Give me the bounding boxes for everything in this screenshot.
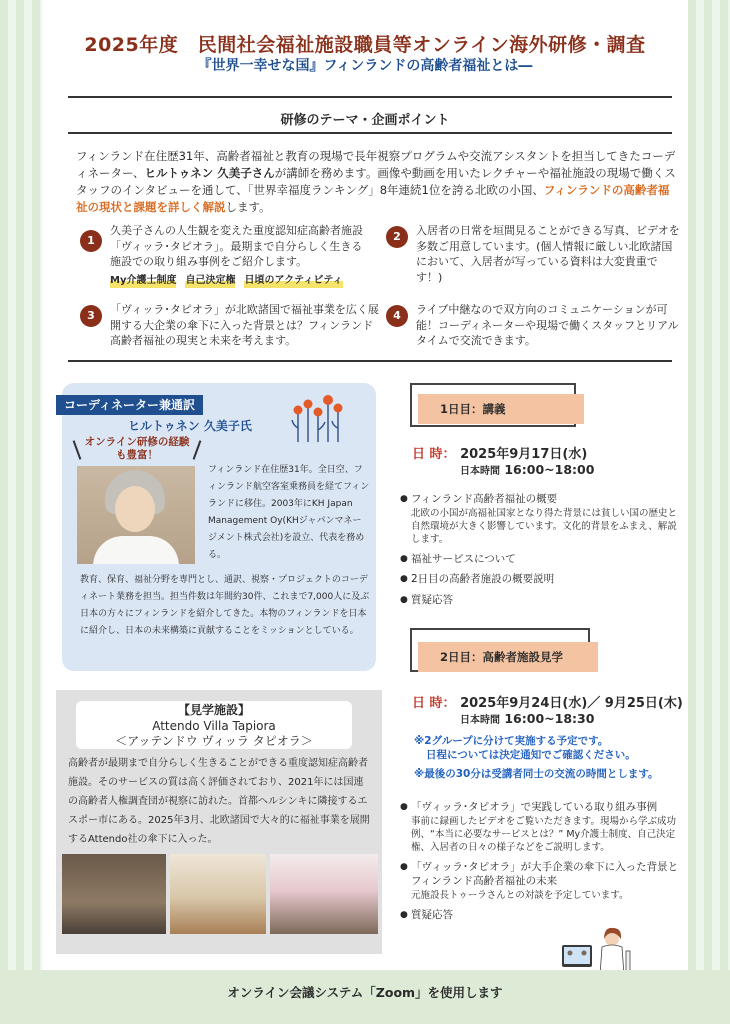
point-3: 「ヴィッラ･タピオラ」が北欧諸国で福祉事業を広く展開する大企業の傘下に入った背景とは？フィンランド高齢者福祉の現実と未来を考えます。 xyxy=(110,303,379,347)
coordinator-note: オンライン研修の経験も豊富！ xyxy=(80,436,194,462)
intro-highlight: フィンランドの高齢者福祉の現状と課題を詳しく解説 xyxy=(76,183,670,214)
divider-points xyxy=(68,360,672,362)
point-number: 4 xyxy=(386,305,408,327)
point-number: 3 xyxy=(80,305,102,327)
intro-text-3: します。 xyxy=(225,200,271,214)
day1-program xyxy=(400,492,682,613)
day2-time xyxy=(460,711,594,726)
tag-list xyxy=(110,272,372,289)
date-label: 日 時： xyxy=(412,696,456,711)
tag-my-caregiver: My介護士制度 xyxy=(110,273,176,289)
flower-illustration xyxy=(290,392,346,444)
coordinator-photo xyxy=(77,466,195,564)
point-2: 入居者の日常を垣間見ることができる写真、ビデオを多数ご用意しています。(個人情報に厳しい北欧諸国において、入居者が写っている資料は大変貴重です！) xyxy=(416,224,680,284)
point-text: 久美子さんの人生観を変えた重度認知症高齢者施設「ヴィッラ･タピオラ」。最期まで自分らしく生きる施設での取り組み事例をご紹介します。 xyxy=(110,224,363,268)
item-title: ● 福祉サービスについて xyxy=(411,552,516,565)
item-detail: 事前に録画したビデオをご覧いただきます。現場から学ぶ成功例、“本当に必要なサービスとは？” My介護士制度、自己決定権、入居者の日々の様子などをご説明します。 xyxy=(411,815,677,853)
coordinator-description: 教育、保育、福祉分野を専門とし、通訳、視察・プロジェクトのコーディネート業務を担当。担当件数は年間約30件、これまで7,000人に及ぶ日本の方々にフィンランドを紹介してきた。本物のフィンランドを日本に紹介し、日本の未来構築に貢献することをミッションとしている。 xyxy=(80,575,370,636)
item-title: ● 質疑応答 xyxy=(411,908,453,921)
item-detail: 北欧の小国が高福祉国家となり得た背景には貧しい国の歴史と自然環境が大きく影響しています。文化的背景をふまえ、解説します。 xyxy=(411,507,678,545)
time-label: 日本時間 xyxy=(460,715,500,726)
item-title: ● 「ヴィッラ･タピオラ」が大手企業の傘下に入った背景とフィンランド高齢者福祉の未来 xyxy=(411,860,679,887)
facility-description: 高齢者が最期まで自分らしく生きることができる重度認知症高齢者施設。そのサービスの質は高く評価されており、2021年には国連の高齢者人権調査団が視察に訪れた。首都ヘルシンキに隣接するエスポー市にある。2025年3月、北欧諸国で大々的に福祉事業を展開するAttendo社の傘下に入った。 xyxy=(68,758,370,845)
time-label: 日本時間 xyxy=(460,466,500,477)
day1-date xyxy=(412,443,587,462)
theme-heading: 研修のテーマ・企画ポイント xyxy=(280,113,450,128)
day2-note-schedule: 日程については決定通知でご確認ください。 xyxy=(426,749,636,761)
facility-name-jp: ＜アッテンドウ ヴィッラ タピオラ＞ xyxy=(115,734,313,748)
list-item xyxy=(400,572,682,587)
list-item xyxy=(400,800,688,854)
page-title: 2025年度 民間社会福祉施設職員等オンライン海外研修・調査 xyxy=(84,34,646,56)
point-1 xyxy=(110,223,372,288)
footer-bar xyxy=(0,970,730,1024)
coordinator-label: コーディネーター兼通訳 xyxy=(56,395,203,415)
time-value: 16:00~18:00 xyxy=(504,462,595,477)
divider-theme xyxy=(68,132,672,134)
day2-heading: 2日目：高齢者施設見学 xyxy=(418,642,598,672)
date-value: 2025年9月17日(水) xyxy=(460,447,588,462)
divider-top xyxy=(68,96,672,98)
list-item xyxy=(400,593,682,608)
intro-text-1: フィンランド在住歴31年、高齢者福祉と教育の現場で長年視察プログラムや交流アシスタントを担当してきたコーディネーター、 xyxy=(76,149,676,180)
item-title: ● 2日目の高齢者施設の概要説明 xyxy=(411,573,555,585)
facility-photo xyxy=(170,854,266,934)
day2-note-exchange: ※最後の30分は受講者同士の交流の時間とします。 xyxy=(414,768,659,780)
page-subtitle: 『世界一幸せな国』フィンランドの高齢者福祉とは― xyxy=(197,58,533,74)
item-title: ● 「ヴィッラ･タピオラ」で実践している取り組み事例 xyxy=(411,801,658,813)
footer-text: オンライン会議システム「Zoom」を使用します xyxy=(227,985,503,1000)
intro-lecturer: ヒルトゥネン 久美子さん xyxy=(144,166,275,180)
point-4: ライブ中継なので双方向のコミュニケーションが可能！コーディネーターや現場で働くスタッフとリアルタイムで交流できます。 xyxy=(416,303,679,347)
day2-date xyxy=(412,692,683,711)
day1-time xyxy=(460,462,594,477)
theme-intro xyxy=(76,148,676,216)
facility-name-en: Attendo Villa Tapiora xyxy=(152,718,276,733)
facility-photo xyxy=(62,854,166,934)
tag-self-determination: 自己決定権 xyxy=(185,273,235,289)
coordinator-name: ヒルトゥネン 久美子氏 xyxy=(128,419,252,433)
tag-daily-activities: 日頃のアクティビティ xyxy=(244,273,342,289)
point-number: 1 xyxy=(80,230,102,252)
time-value: 16:00~18:30 xyxy=(504,711,595,726)
list-item xyxy=(400,860,688,902)
coordinator-bio: フィンランド在住歴31年。全日空、フィンランド航空客室乗務員を経てフィンランドに移住。2003年にKH Japan Management Oy(KHジャパンマネージメント株式会社)を設立、代表を務める。 xyxy=(208,465,370,560)
facility-photo xyxy=(270,854,378,934)
item-title: ● 質疑応答 xyxy=(411,593,453,606)
list-item xyxy=(400,492,682,546)
facility-card xyxy=(76,701,352,749)
list-item xyxy=(400,552,682,567)
facility-photos xyxy=(62,854,378,934)
item-title: ● フィンランド高齢者福祉の概要 xyxy=(411,493,558,505)
day2-program xyxy=(400,800,688,928)
facility-label: 【見学施設】 xyxy=(177,703,250,717)
intro-text-2: が講師を務めます。画像や動画を用いたレクチャーや福祉施設の現場で働くスタッフのインタビューを通して、「世界幸福度ランキング」8年連続1位を誇る北欧の小国、 xyxy=(76,166,676,197)
date-label: 日 時： xyxy=(412,447,456,462)
point-number: 2 xyxy=(386,226,408,248)
day1-heading: 1日目：講義 xyxy=(418,394,584,424)
day2-note-groups: ※2グループに分けて実施する予定です。 xyxy=(414,735,609,747)
date-value: 2025年9月24日(水)／ 9月25日(木) xyxy=(460,696,683,711)
item-detail: 元施設長トゥーラさんとの対談を予定しています。 xyxy=(411,889,629,901)
